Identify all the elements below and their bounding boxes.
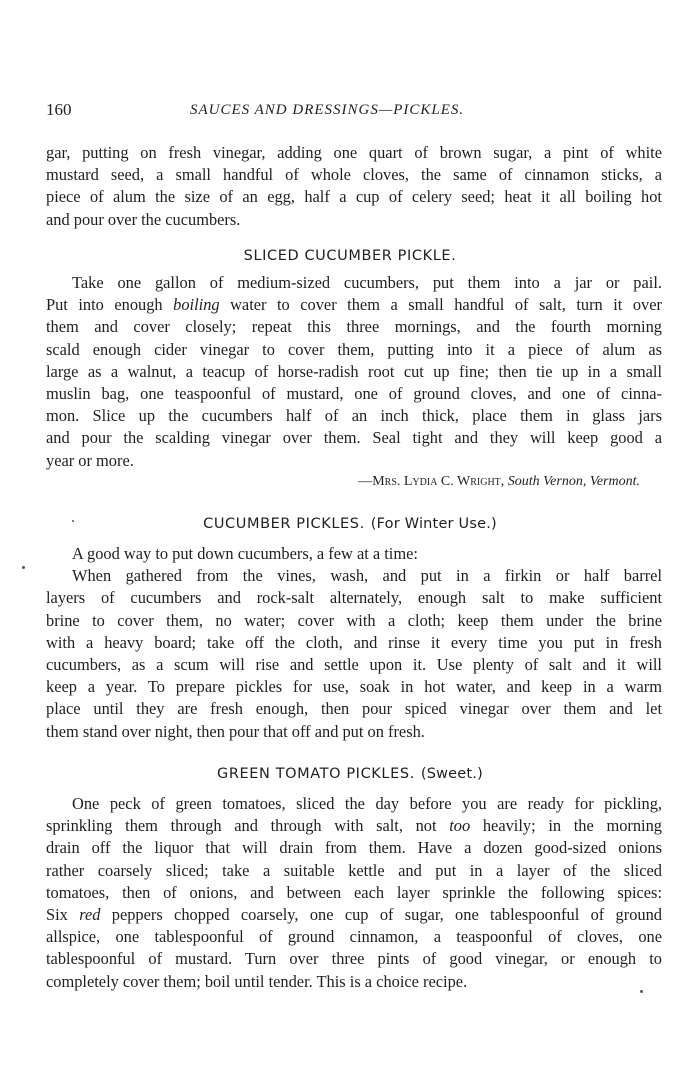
text-line: keep a year. To prepare pickles for use, soak in hot water, and keep in a warm: [46, 677, 662, 697]
intro-paragraph: [46, 142, 662, 231]
text-line: cucumbers, as a scum will rise and settle upon it. Use plenty of salt and it will: [46, 655, 662, 675]
attribution-author: —Mrs. Lydia C. Wright,: [358, 474, 505, 489]
green-tomato-subtitle: (Sweet.): [420, 766, 483, 782]
text-line: year or more.: [46, 450, 134, 470]
text-line: drain off the liquor that will drain from them. Have a dozen good-sized onions: [46, 838, 662, 858]
text-line: Six red peppers chopped coarsely, one cup of sugar, one tablespoonful of ground: [46, 905, 662, 925]
print-speck: [22, 566, 25, 569]
text-line: and pour over the cucumbers.: [46, 209, 241, 229]
cucumber-pickles-paragraph: [46, 543, 662, 743]
green-tomato-paragraph: [46, 793, 662, 993]
text-line: piece of alum the size of an egg, half a cup of celery seed; heat it all boiling hot: [46, 187, 662, 207]
print-speck: [640, 990, 643, 993]
text-line: completely cover them; boil until tender. This is a choice recipe.: [46, 971, 468, 991]
cucumber-pickles-subtitle: (For Winter Use.): [370, 516, 497, 532]
text-line: When gathered from the vines, wash, and put in a firkin or half barrel: [72, 566, 662, 586]
green-tomato-title: GREEN TOMATO PICKLES.: [217, 766, 415, 782]
sliced-cucumber-heading: SLICED CUCUMBER PICKLE.: [243, 248, 457, 264]
text-line: rather coarsely sliced; take a suitable kettle and put in a layer of the sliced: [46, 860, 662, 880]
text-line: Put into enough boiling water to cover them a small handful of salt, turn it over: [46, 295, 662, 315]
text-line: muslin bag, one teaspoonful of mustard, one of ground cloves, and one of cinna-: [46, 384, 662, 404]
text-line: mustard seed, a small handful of whole cloves, the same of cinnamon sticks, a: [46, 165, 662, 185]
text-line: scald enough cider vinegar to cover them, putting into it a piece of alum as: [46, 339, 662, 359]
cucumber-pickles-title: CUCUMBER PICKLES.: [203, 516, 365, 532]
page-number: 160: [46, 100, 72, 119]
text-line: gar, putting on fresh vinegar, adding one quart of brown sugar, a pint of white: [46, 143, 662, 162]
green-tomato-heading: [0, 766, 700, 782]
text-line: large as a walnut, a teacup of horse-radish root cut up fine; then tie up in a small: [46, 361, 662, 381]
text-line: One peck of green tomatoes, sliced the day before you are ready for pickling,: [72, 794, 662, 813]
text-line: Take one gallon of medium-sized cucumbers, put them into a jar or pail.: [72, 273, 662, 292]
text-line: them and cover closely; repeat this three mornings, and the fourth morning: [46, 317, 662, 337]
text-line: place until they are fresh enough, then pour spiced vinegar over them and let: [46, 699, 662, 719]
text-line: and pour the scalding vinegar over them. Seal tight and they will keep good a: [46, 428, 662, 448]
page-header: [0, 100, 700, 124]
recipe-attribution: [358, 474, 640, 490]
text-line: layers of cucumbers and rock-salt alternately, enough salt to make sufficient: [46, 588, 662, 608]
sliced-cucumber-paragraph: [46, 272, 662, 472]
text-line: them stand over night, then pour that off and put on fresh.: [46, 721, 425, 741]
text-line: sprinkling them through and through with salt, not too heavily; in the morning: [46, 816, 662, 836]
text-line: with a heavy board; take off the cloth, and rinse it every time you put in fresh: [46, 632, 662, 652]
text-line: tomatoes, then of onions, and between each layer sprinkle the following spices:: [46, 882, 662, 902]
print-speck: [72, 520, 74, 522]
text-line: A good way to put down cucumbers, a few at a time:: [72, 544, 418, 563]
running-head: SAUCES AND DRESSINGS—PICKLES.: [190, 102, 465, 118]
cucumber-pickles-heading: [0, 516, 700, 532]
text-line: brine to cover them, no water; cover with a cloth; keep them under the brine: [46, 610, 662, 630]
text-line: mon. Slice up the cucumbers half of an inch thick, place them in glass jars: [46, 406, 662, 426]
text-line: allspice, one tablespoonful of ground cinnamon, a teaspoonful of cloves, one: [46, 927, 662, 947]
attribution-place: South Vernon, Vermont.: [507, 474, 640, 489]
text-line: tablespoonful of mustard. Turn over three pints of good vinegar, or enough to: [46, 949, 662, 969]
